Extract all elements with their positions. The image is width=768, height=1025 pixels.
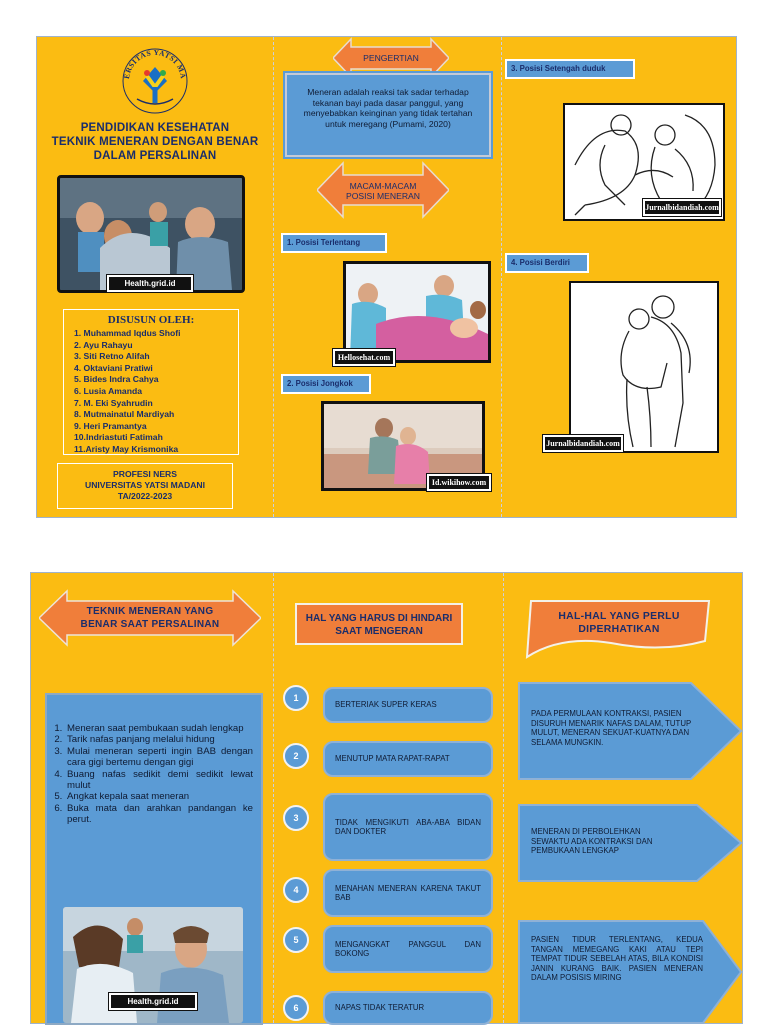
author-item: 11.Aristy May Krismonika [74,443,179,454]
diperhatikan-text: PADA PERMULAAN KONTRAKSI, PASIEN DISURUH MENARIK NAFAS DALAM, TUTUP MULUT, MENERAN SEKUAT-KUATNYA DAN SELAMA MUNGKIN. [531,709,692,747]
teknik-steps-box [45,693,263,1025]
step-item: 5. Angkat kepala saat meneran [65,791,253,802]
number-badge: 2 [283,743,309,769]
pengertian-label: PENGERTIAN [363,53,419,63]
author-item: 5. Bides Indra Cahya [74,374,159,385]
diperhatikan-text: PASIEN TIDUR TERLENTANG, KEDUA TANGAN MEMEGANG KAKI ATAU TEPI TEMPAT TIDUR SEBELAH ATAS, BILA KONDISI JANIN KURANG BAIK. PASIEN MENERAN DALAM POSISIS MIRING [531,935,703,983]
photo-posisi-terlentang [343,261,491,363]
number-badge: 1 [283,685,309,711]
hindari-item: MENGANGKAT PANGGUL DAN BOKONG [323,925,493,973]
number-badge: 6 [283,995,309,1021]
author-item: 7. M. Eki Syahrudin [74,397,153,408]
author-item: 4. Oktaviani Pratiwi [74,362,153,373]
diperhatikan-item [517,803,743,883]
photo-credit: Health.grid.id [107,275,193,292]
step-item: 2. Tarik nafas panjang melalui hidung [65,734,253,745]
position-label-setengah-duduk: 3. Posisi Setengah duduk [505,59,635,79]
hindari-title: HAL YANG HARUS DI HINDARI SAAT MENGERAN [295,603,463,645]
position-label-berdiri: 4. Posisi Berdiri [505,253,589,273]
number-badge: 4 [283,877,309,903]
hindari-item: MENAHAN MENERAN KARENA TAKUT BAB [323,869,493,917]
author-item: 8. Mutmainatul Mardiyah [74,409,175,420]
footer-line: UNIVERSITAS YATSI MADANI [84,480,205,490]
fold-line [273,37,274,517]
diperhatikan-title-shape [521,597,717,665]
photo-credit: Jurnalbidandiah.com [543,435,623,452]
hindari-item: MENUTUP MATA RAPAT-RAPAT [323,741,493,777]
authors-heading: DISUSUN OLEH: [107,314,195,326]
diperhatikan-item [517,681,743,781]
teknik-steps-list [47,723,253,826]
position-label-terlentang: 1. Posisi Terlentang [281,233,387,253]
cover-title-line: DALAM PERSALINAN [93,150,217,162]
photo-credit: Jurnalbidandiah.com [643,199,721,216]
hindari-item: BERTERIAK SUPER KERAS [323,687,493,723]
authors-list [74,328,238,456]
cover-footer [57,463,233,509]
number-badge: 5 [283,927,309,953]
step-item: 1. Meneran saat pembukaan sudah lengkap [65,723,253,734]
teknik-title-arrow [39,589,261,647]
author-item: 10.Indriastuti Fatimah [74,432,163,443]
footer-line: TA/2022-2023 [117,491,173,501]
fold-line [273,573,274,1023]
author-item: 1. Muhammad Iqdus Shofi [74,328,181,338]
macam-label: MACAM-MACAM POSISI MENERAN [345,181,421,201]
author-item: 2. Ayu Rahayu [74,339,133,350]
author-item: 9. Heri Pramantya [74,420,147,431]
cover-title-line: TEKNIK MENERAN DENGAN BENAR [51,136,259,148]
footer-line: PROFESI NERS [113,469,177,479]
fold-line [501,37,502,517]
position-label-jongkok: 2. Posisi Jongkok [281,374,371,394]
university-logo [119,43,191,117]
illustration-posisi-berdiri [569,281,719,453]
definition-box: Meneran adalah reaksi tak sadar terhadap tekanan bayi pada dasar panggul, yang menyebabkan keinginan yang tidak tertahan untuk meregang (Pumami, 2020) [285,73,491,157]
author-item: 6. Lusia Amanda [74,385,142,396]
fold-line [503,573,504,1023]
step-item: 6. Buka mata dan arahkan pandangan ke perut. [65,803,253,826]
seal-text: ERSITAS YATSI MA [122,47,188,80]
photo-credit: Id.wikihow.com [427,474,491,491]
diperhatikan-item [517,919,743,1025]
hindari-item: NAPAS TIDAK TERATUR [323,991,493,1025]
diperhatikan-title: HAL-HAL YANG PERLU DIPERHATIKAN [558,611,680,635]
photo-credit: Hellosehat.com [333,349,395,366]
teknik-title: TEKNIK MENERAN YANG BENAR SAAT PERSALINAN [80,606,220,630]
authors-box [63,309,239,455]
author-item: 3. Siti Retno Alifah [74,351,150,362]
hindari-item: TIDAK MENGIKUTI ABA-ABA BIDAN DAN DOKTER [323,793,493,861]
photo-credit: Health.grid.id [109,993,197,1010]
cover-title [37,121,273,163]
brochure-inside-sheet [30,572,743,1024]
cover-title-line: PENDIDIKAN KESEHATAN [80,122,230,134]
diperhatikan-text: MENERAN DI PERBOLEHKAN SEWAKTU ADA KONTRAKSI DAN PEMBUKAAN LENGKAP [531,827,653,856]
brochure-outside-sheet [36,36,737,518]
step-item: 3. Mulai meneran seperti ingin BAB dengan cara gigi bertemu dengan gigi [65,746,253,769]
step-item: 4. Buang nafas sedikit demi sedikit lewat mulut [65,769,253,792]
macam-arrow [317,161,449,219]
number-badge: 3 [283,805,309,831]
